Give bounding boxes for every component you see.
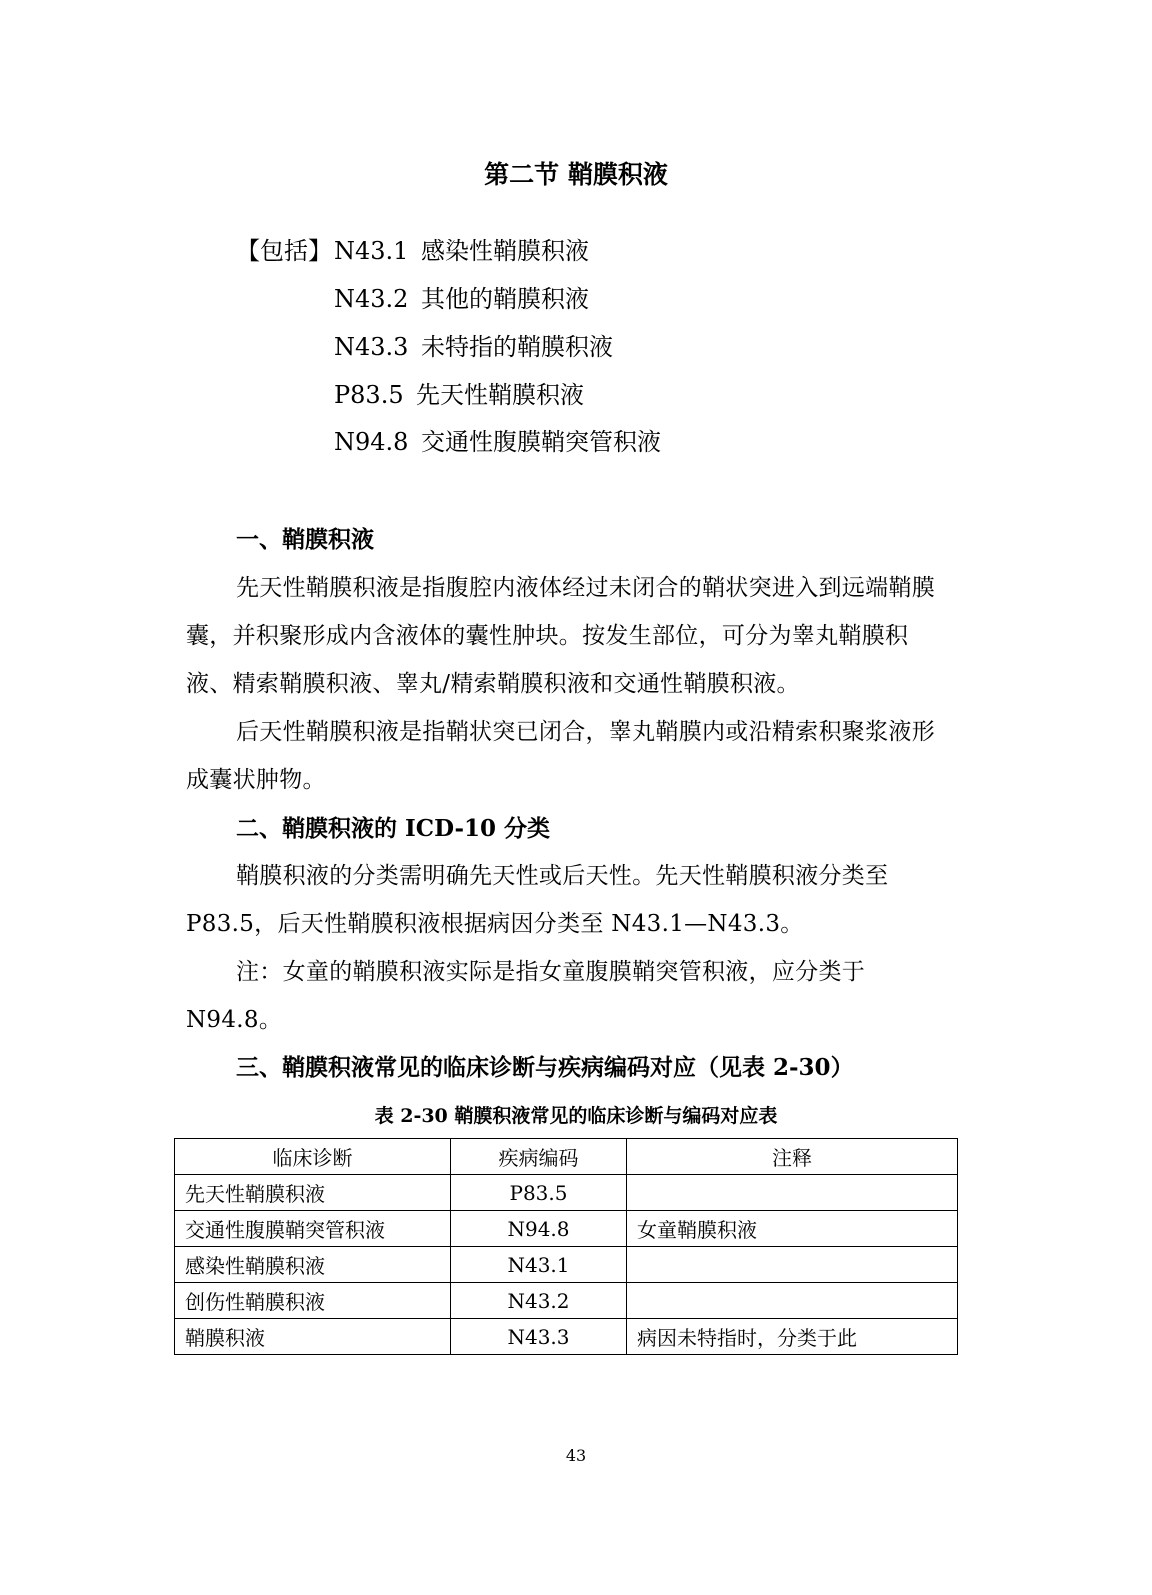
include-code: N43.2 [334,285,409,313]
include-desc: 交通性腹膜鞘突管积液 [421,428,661,456]
section-2-body [186,852,946,1044]
column-header: 注释 [627,1139,958,1175]
section-heading-2: 二、鞘膜积液的 ICD-10 分类 [236,815,551,842]
include-code: P83.5 [334,381,404,409]
note-cell: 病因未特指时，分类于此 [627,1319,958,1355]
include-code: N43.3 [334,333,409,361]
section-1-body [186,564,946,804]
note-cell [627,1175,958,1211]
include-desc: 未特指的鞘膜积液 [421,333,613,361]
code-cell: N94.8 [451,1211,627,1247]
diagnosis-cell: 鞘膜积液 [175,1319,451,1355]
diagnosis-cell: 交通性腹膜鞘突管积液 [175,1211,451,1247]
paragraph: 后天性鞘膜积液是指鞘状突已闭合，睾丸鞘膜内或沿精索积聚浆液形成囊状肿物。 [186,719,935,793]
table-row [175,1319,958,1355]
note-cell [627,1283,958,1319]
diagnosis-cell: 创伤性鞘膜积液 [175,1283,451,1319]
table-row [175,1211,958,1247]
section-heading-3: 三、鞘膜积液常见的临床诊断与疾病编码对应（见表 2-30） [236,1054,854,1081]
table-header-row [175,1139,958,1175]
note-cell [627,1247,958,1283]
column-header: 疾病编码 [451,1139,627,1175]
section-title: 第二节 鞘膜积液 [484,160,668,189]
diagnosis-cell: 先天性鞘膜积液 [175,1175,451,1211]
include-desc: 感染性鞘膜积液 [421,237,589,265]
table-row [175,1247,958,1283]
code-cell: N43.2 [451,1283,627,1319]
code-cell: N43.3 [451,1319,627,1355]
code-cell: N43.1 [451,1247,627,1283]
include-code: N43.1 [334,237,409,265]
code-cell: P83.5 [451,1175,627,1211]
paragraph: 注：女童的鞘膜积液实际是指女童腹膜鞘突管积液，应分类于N94.8。 [186,959,866,1033]
page-number: 43 [565,1446,587,1465]
include-desc: 其他的鞘膜积液 [421,285,589,313]
paragraph: 鞘膜积液的分类需明确先天性或后天性。先天性鞘膜积液分类至P83.5，后天性鞘膜积液根据病因分类至 N43.1—N43.3。 [186,863,889,937]
table-row [175,1283,958,1319]
table-caption: 表 2-30 鞘膜积液常见的临床诊断与编码对应表 [374,1105,778,1127]
note-cell: 女童鞘膜积液 [627,1211,958,1247]
diagnosis-code-table [174,1138,958,1355]
paragraph: 先天性鞘膜积液是指腹腔内液体经过未闭合的鞘状突进入到远端鞘膜囊，并积聚形成内含液体的囊性肿块。按发生部位，可分为睾丸鞘膜积液、精索鞘膜积液、睾丸/精索鞘膜积液和交通性鞘膜积液。 [186,575,935,697]
diagnosis-cell: 感染性鞘膜积液 [175,1247,451,1283]
include-code: N94.8 [334,428,409,456]
column-header: 临床诊断 [175,1139,451,1175]
section-heading-1: 一、鞘膜积液 [236,526,374,553]
table-row [175,1175,958,1211]
include-desc: 先天性鞘膜积液 [416,381,584,409]
includes-label: 【包括】 [236,237,332,265]
